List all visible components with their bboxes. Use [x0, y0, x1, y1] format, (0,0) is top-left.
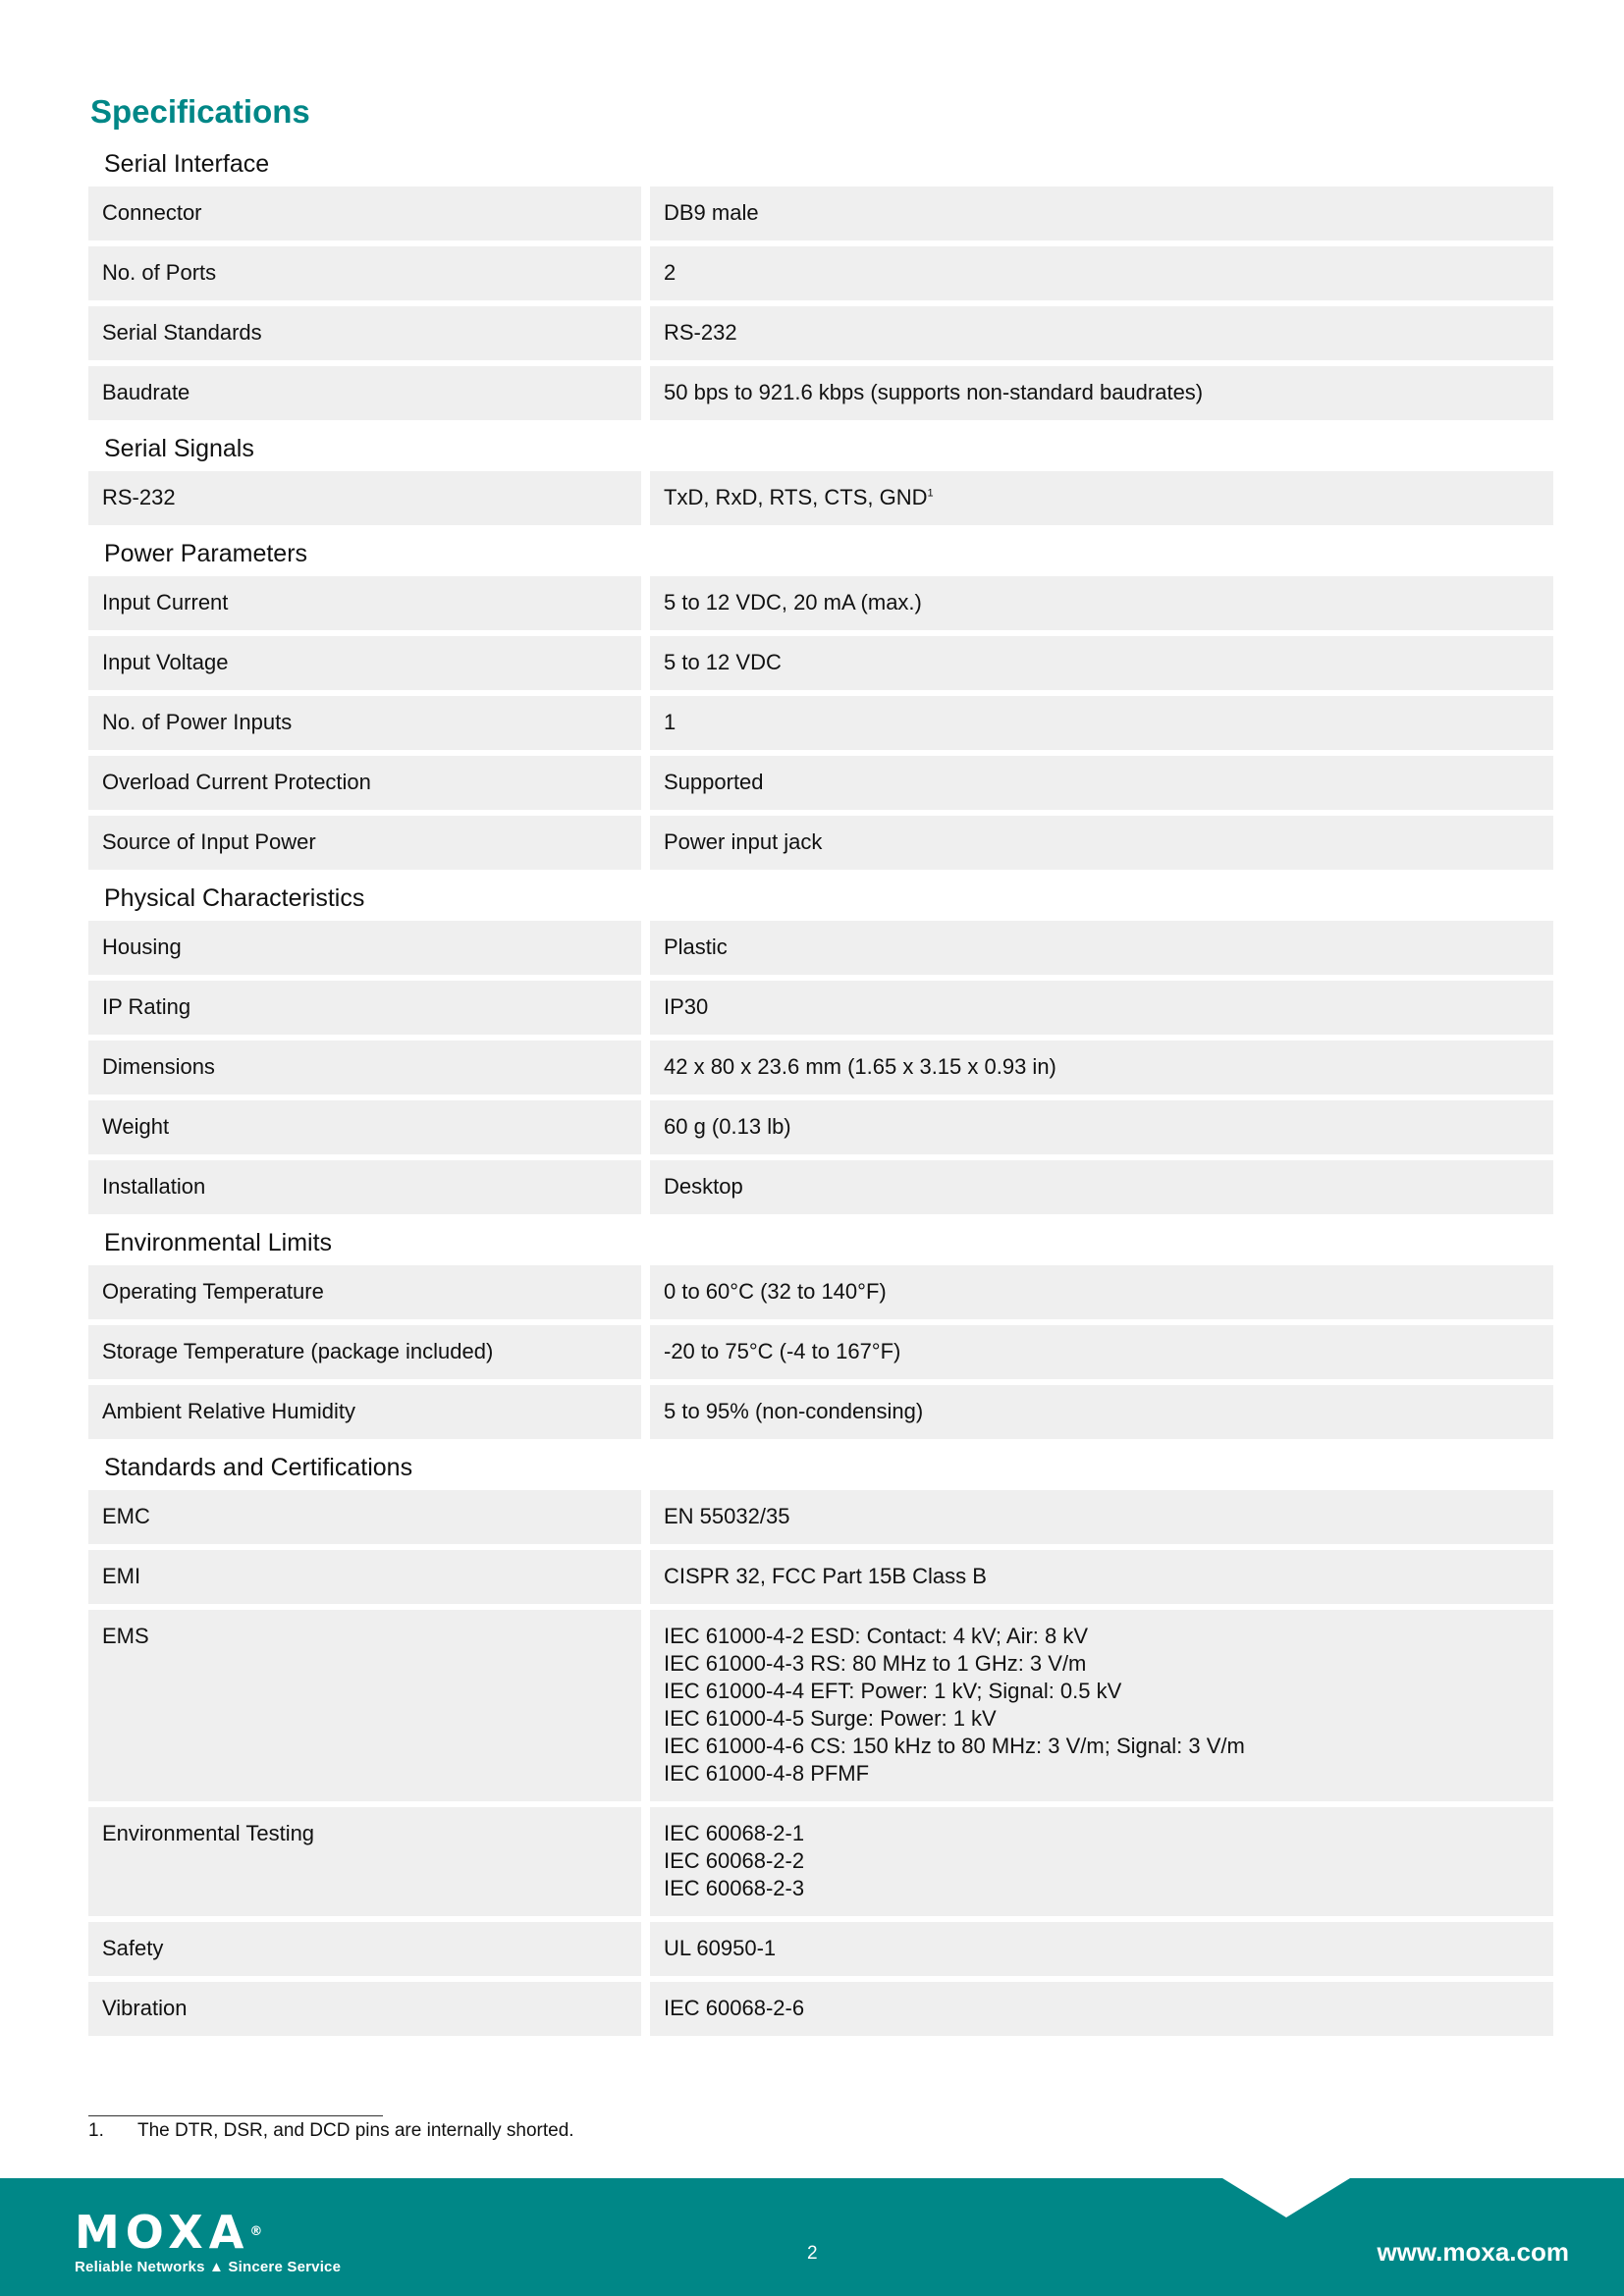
spec-row	[88, 1922, 1553, 1976]
footnote	[88, 2120, 574, 2142]
spec-row	[88, 1550, 1553, 1604]
spec-label: Environmental Testing	[88, 1807, 641, 1916]
spec-value: 5 to 95% (non-condensing)	[664, 1399, 924, 1423]
spec-row	[88, 1160, 1553, 1214]
spec-value-cell	[650, 1490, 1553, 1544]
spec-label: Input Current	[88, 576, 641, 630]
spec-value-cell	[650, 306, 1553, 360]
spec-value-cell	[650, 471, 1553, 525]
spec-value: EN 55032/35	[664, 1504, 790, 1528]
section-title: Standards and Certifications	[104, 1454, 413, 1481]
spec-row	[88, 816, 1553, 870]
spec-section	[88, 147, 1553, 420]
spec-row	[88, 1807, 1553, 1916]
spec-label: RS-232	[88, 471, 641, 525]
spec-value: TxD, RxD, RTS, CTS, GND	[664, 485, 928, 509]
section-title: Environmental Limits	[104, 1229, 333, 1256]
spec-section	[88, 537, 1553, 870]
spec-value: 60 g (0.13 lb)	[664, 1114, 791, 1139]
logo-wordmark: MOXA	[75, 2206, 250, 2259]
page-number: 2	[807, 2243, 818, 2264]
section-title: Physical Characteristics	[104, 884, 365, 912]
spec-row	[88, 921, 1553, 975]
spec-label: Housing	[88, 921, 641, 975]
spec-value: IEC 60068-2-1 IEC 60068-2-2 IEC 60068-2-3	[664, 1821, 805, 1900]
spec-value-cell	[650, 921, 1553, 975]
spec-value-cell	[650, 1610, 1553, 1801]
spec-value-cell	[650, 187, 1553, 240]
spec-label: Baudrate	[88, 366, 641, 420]
page-footer	[0, 2178, 1624, 2296]
section-title: Power Parameters	[104, 540, 308, 567]
spec-value-cell	[650, 246, 1553, 300]
spec-value: 5 to 12 VDC, 20 mA (max.)	[664, 590, 922, 614]
logo-tagline: Reliable Networks ▲ Sincere Service	[75, 2259, 342, 2275]
spec-value: RS-232	[664, 320, 737, 345]
spec-row	[88, 981, 1553, 1035]
spec-value: 5 to 12 VDC	[664, 650, 782, 674]
spec-section	[88, 1451, 1553, 2036]
spec-value-cell	[650, 1807, 1553, 1916]
spec-row	[88, 1041, 1553, 1095]
spec-label: Storage Temperature (package included)	[88, 1325, 641, 1379]
spec-label: Safety	[88, 1922, 641, 1976]
spec-value: IP30	[664, 994, 709, 1019]
spec-value-cell	[650, 1325, 1553, 1379]
spec-row	[88, 636, 1553, 690]
spec-value: Supported	[664, 770, 764, 794]
spec-value-cell	[650, 636, 1553, 690]
spec-value-cell	[650, 696, 1553, 750]
section-title: Serial Signals	[104, 435, 254, 462]
spec-label: No. of Ports	[88, 246, 641, 300]
spec-label: EMI	[88, 1550, 641, 1604]
spec-value: 42 x 80 x 23.6 mm (1.65 x 3.15 x 0.93 in)	[664, 1054, 1056, 1079]
spec-value: 50 bps to 921.6 kbps (supports non-standard baudrates)	[664, 380, 1204, 404]
spec-label: Source of Input Power	[88, 816, 641, 870]
spec-value-cell	[650, 1385, 1553, 1439]
spec-value-cell	[650, 1100, 1553, 1154]
logo-registered-mark: ®	[249, 2224, 269, 2239]
spec-row	[88, 187, 1553, 240]
spec-row	[88, 576, 1553, 630]
spec-label: IP Rating	[88, 981, 641, 1035]
spec-value: UL 60950-1	[664, 1936, 777, 1960]
spec-page	[88, 90, 1553, 2048]
spec-row	[88, 1610, 1553, 1801]
spec-value: Power input jack	[664, 829, 823, 854]
spec-value-cell	[650, 1550, 1553, 1604]
spec-label: Overload Current Protection	[88, 756, 641, 810]
footnote-text: The DTR, DSR, and DCD pins are internally shorted.	[137, 2120, 574, 2141]
spec-value-cell	[650, 1982, 1553, 2036]
spec-row	[88, 1265, 1553, 1319]
footnote-reference: 1	[927, 487, 934, 500]
spec-value-cell	[650, 1041, 1553, 1095]
spec-value: 0 to 60°C (32 to 140°F)	[664, 1279, 887, 1304]
spec-row	[88, 366, 1553, 420]
spec-row	[88, 696, 1553, 750]
spec-value-cell	[650, 816, 1553, 870]
spec-value-cell	[650, 1922, 1553, 1976]
spec-label: Vibration	[88, 1982, 641, 2036]
spec-row	[88, 246, 1553, 300]
section-title: Serial Interface	[104, 150, 270, 178]
spec-value: 2	[664, 260, 677, 285]
spec-value: -20 to 75°C (-4 to 167°F)	[664, 1339, 901, 1363]
spec-value-cell	[650, 756, 1553, 810]
spec-label: EMC	[88, 1490, 641, 1544]
spec-value-cell	[650, 576, 1553, 630]
spec-value-cell	[650, 366, 1553, 420]
spec-value-cell	[650, 1265, 1553, 1319]
spec-sections	[88, 147, 1553, 2036]
spec-row	[88, 1325, 1553, 1379]
spec-row	[88, 1385, 1553, 1439]
spec-label: Weight	[88, 1100, 641, 1154]
footnote-number: 1.	[88, 2120, 104, 2141]
spec-value: IEC 61000-4-2 ESD: Contact: 4 kV; Air: 8 kV IEC 61000-4-3 RS: 80 MHz to 1 GHz: 3 V/m IEC 61000-4-4 EFT: Power: 1 kV; Signal: 0.5 kV IEC 61000-4-5 Surge: Power: 1 kV IEC 61000-4-6 CS: 150 kHz to 80 MHz: 3 V/m; Signal: 3 V/m IEC 61000-4-8 PFMF	[664, 1624, 1245, 1786]
spec-section	[88, 432, 1553, 525]
spec-value: Desktop	[664, 1174, 743, 1199]
website-link[interactable]: www.moxa.com	[1377, 2237, 1569, 2267]
spec-row	[88, 1490, 1553, 1544]
spec-value: Plastic	[664, 934, 728, 959]
spec-label: Installation	[88, 1160, 641, 1214]
spec-section	[88, 1226, 1553, 1439]
spec-label: Ambient Relative Humidity	[88, 1385, 641, 1439]
spec-value: 1	[664, 710, 677, 734]
spec-value: IEC 60068-2-6	[664, 1996, 805, 2020]
page-title: Specifications	[90, 93, 310, 130]
spec-row	[88, 306, 1553, 360]
spec-section	[88, 881, 1553, 1214]
spec-label: Input Voltage	[88, 636, 641, 690]
spec-value: CISPR 32, FCC Part 15B Class B	[664, 1564, 987, 1588]
spec-label: Dimensions	[88, 1041, 641, 1095]
spec-label: EMS	[88, 1610, 641, 1801]
spec-row	[88, 756, 1553, 810]
spec-label: Operating Temperature	[88, 1265, 641, 1319]
spec-row	[88, 1982, 1553, 2036]
spec-label: No. of Power Inputs	[88, 696, 641, 750]
footnote-divider	[88, 2115, 383, 2116]
spec-label: Connector	[88, 187, 641, 240]
spec-label: Serial Standards	[88, 306, 641, 360]
spec-row	[88, 1100, 1553, 1154]
footer-notch	[1222, 2178, 1350, 2217]
spec-value-cell	[650, 1160, 1553, 1214]
spec-row	[88, 471, 1553, 525]
spec-value: DB9 male	[664, 200, 759, 225]
spec-value-cell	[650, 981, 1553, 1035]
moxa-logo	[75, 2206, 342, 2275]
